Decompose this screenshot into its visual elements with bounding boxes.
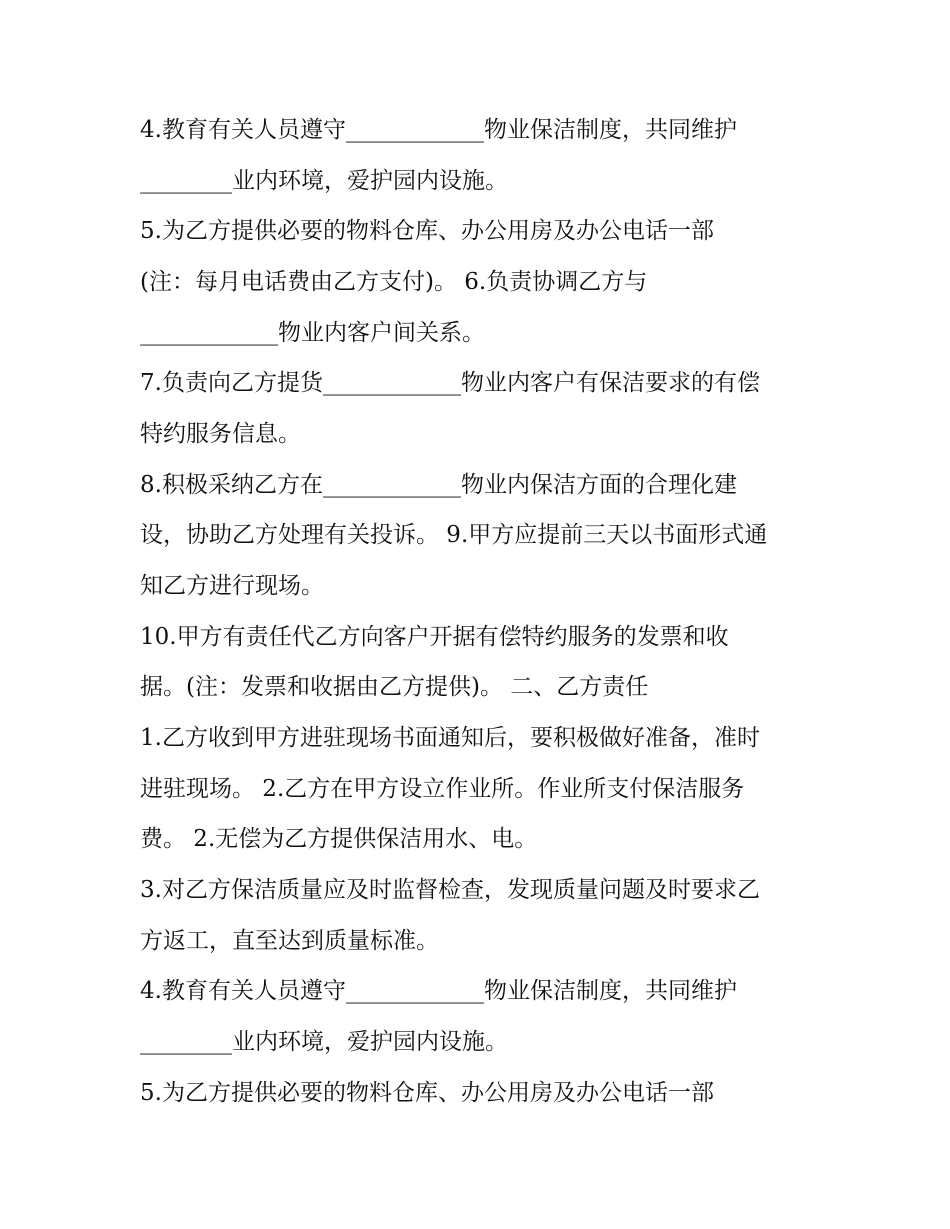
- text-line: ____________物业内客户间关系。: [140, 320, 485, 346]
- text-line: 特约服务信息。: [140, 421, 301, 447]
- text-line: ________业内环境，爱护园内设施。: [140, 1029, 508, 1055]
- text-line: 10.甲方有责任代乙方向客户开据有偿特约服务的发票和收: [140, 624, 729, 650]
- text-line: 据。(注：发票和收据由乙方提供)。 二、乙方责任: [140, 674, 649, 700]
- text-line: 费。 2.无偿为乙方提供保洁用水、电。: [140, 826, 538, 852]
- text-line: 3.对乙方保洁质量应及时监督检查，发现质量问题及时要求乙: [140, 877, 760, 903]
- text-line: (注：每月电话费由乙方支付)。 6.负责协调乙方与: [140, 269, 648, 295]
- text-line: 4.教育有关人员遵守____________物业保洁制度，共同维护: [140, 978, 737, 1004]
- text-line: 1.乙方收到甲方进驻现场书面通知后，要积极做好准备，准时: [140, 725, 760, 751]
- text-line: 5.为乙方提供必要的物料仓库、办公用房及办公电话一部: [140, 218, 714, 244]
- text-line: ________业内环境，爱护园内设施。: [140, 168, 508, 194]
- text-line: 7.负责向乙方提货____________物业内客户有保洁要求的有偿: [140, 370, 760, 396]
- text-line: 4.教育有关人员遵守____________物业保洁制度，共同维护: [140, 117, 737, 143]
- text-line: 8.积极采纳乙方在____________物业内保洁方面的合理化建: [140, 472, 737, 498]
- text-line: 方返工，直至达到质量标准。: [140, 928, 439, 954]
- text-line: 进驻现场。 2.乙方在甲方设立作业所。作业所支付保洁服务: [140, 776, 745, 802]
- text-line: 5.为乙方提供必要的物料仓库、办公用房及办公电话一部: [140, 1080, 714, 1106]
- text-line: 知乙方进行现场。: [140, 573, 324, 599]
- text-line: 设，协助乙方处理有关投诉。 9.甲方应提前三天以书面形式通: [140, 522, 768, 548]
